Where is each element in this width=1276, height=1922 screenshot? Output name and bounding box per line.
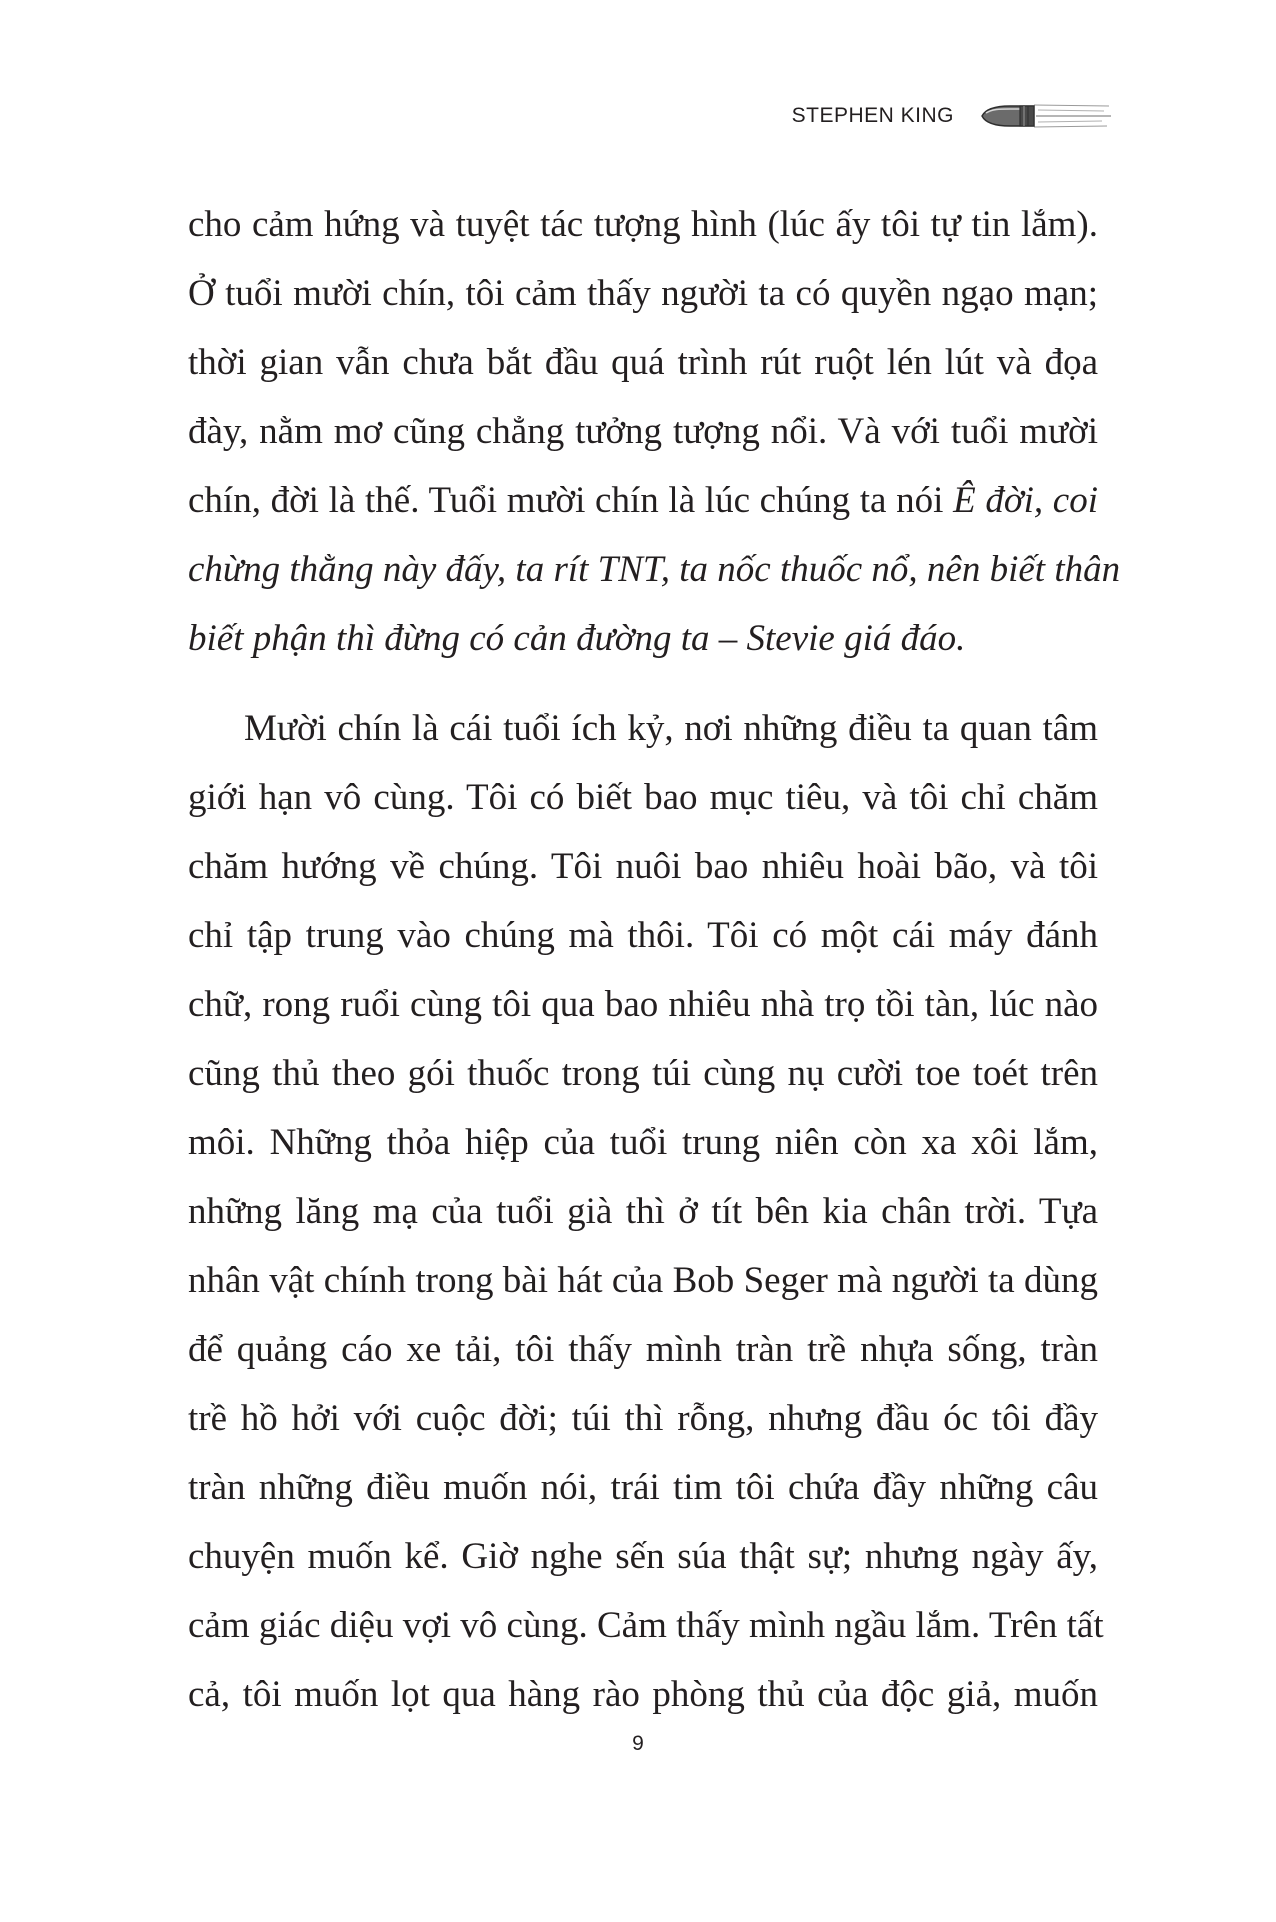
text-line: môi. Những thỏa hiệp của tuổi trung niên còn xa xôi lắm,: [188, 1122, 1098, 1163]
text-line: cả, tôi muốn lọt qua hàng rào phòng thủ của độc giả, muốn: [188, 1674, 1098, 1715]
text-line: Mười chín là cái tuổi ích kỷ, nơi những điều ta quan tâm: [244, 708, 1098, 749]
text-line: tràn những điều muốn nói, trái tim tôi chứa đầy những câu: [188, 1467, 1098, 1508]
text-line: cảm giác diệu vợi vô cùng. Cảm thấy mình ngầu lắm. Trên tất: [188, 1605, 1104, 1646]
page-number: 9: [632, 1732, 644, 1755]
text-line: giới hạn vô cùng. Tôi có biết bao mục tiêu, và tôi chỉ chăm: [188, 777, 1098, 818]
text-line: đày, nằm mơ cũng chẳng tưởng tượng nổi. Và với tuổi mười: [188, 411, 1098, 452]
text-line: chỉ tập trung vào chúng mà thôi. Tôi có một cái máy đánh: [188, 915, 1098, 956]
text-line: Ở tuổi mười chín, tôi cảm thấy người ta có quyền ngạo mạn;: [188, 273, 1098, 314]
text-line: những lăng mạ của tuổi già thì ở tít bên kia chân trời. Tựa: [188, 1191, 1098, 1232]
text-line: thời gian vẫn chưa bắt đầu quá trình rút ruột lén lút và đọa: [188, 342, 1098, 383]
paragraph-gap: [188, 673, 1098, 694]
italic-line: chừng thằng này đấy, ta rít TNT, ta nốc thuốc nổ, nên biết thân: [188, 549, 1121, 590]
text-line: cho cảm hứng và tuyệt tác tượng hình (lúc ấy tôi tự tin lắm).: [188, 204, 1098, 245]
bullet-icon: [976, 96, 1111, 136]
text-line: cũng thủ theo gói thuốc trong túi cùng nụ cười toe toét trên: [188, 1053, 1098, 1094]
paragraph: [188, 694, 1104, 1729]
italic-line: biết phận thì đừng có cản đường ta – Stevie giá đáo.: [188, 618, 966, 659]
text-line: trề hồ hởi với cuộc đời; túi thì rỗng, nhưng đầu óc tôi đầy: [188, 1398, 1098, 1439]
text-line: nhân vật chính trong bài hát của Bob Seger mà người ta dùng: [188, 1260, 1098, 1301]
text-segment: chín, đời là thế. Tuổi mười chín là lúc chúng ta nói: [188, 480, 954, 521]
text-line: chữ, rong ruổi cùng tôi qua bao nhiêu nhà trọ tồi tàn, lúc nào: [188, 984, 1098, 1025]
paragraph: [188, 190, 1121, 673]
text-line: [188, 466, 1098, 535]
author-name: STEPHEN KING: [791, 104, 954, 127]
text-line: để quảng cáo xe tải, tôi thấy mình tràn trề nhựa sống, tràn: [188, 1329, 1098, 1370]
italic-segment: Ê đời, coi: [953, 480, 1098, 521]
body-text: [188, 190, 1121, 1729]
running-header: [792, 96, 1111, 136]
text-line: chuyện muốn kể. Giờ nghe sến súa thật sự; nhưng ngày ấy,: [188, 1536, 1098, 1577]
text-line: chăm hướng về chúng. Tôi nuôi bao nhiêu hoài bão, và tôi: [188, 846, 1098, 887]
